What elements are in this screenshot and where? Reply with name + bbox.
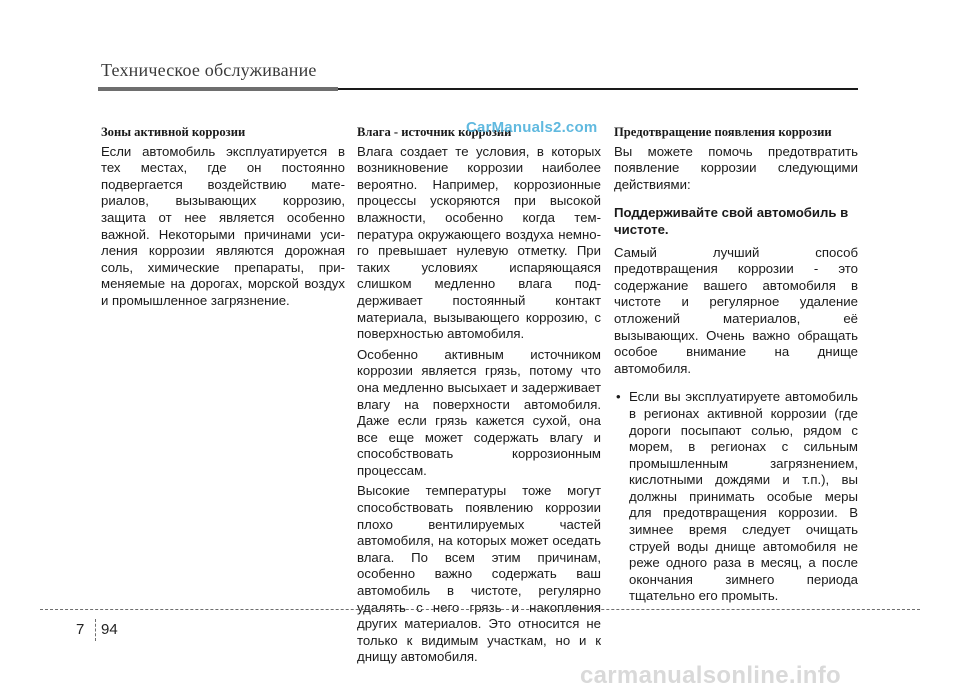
column-moisture: [357, 124, 601, 670]
paragraph: Высокие температуры тоже могут способствовать появлению коррозии плохо вентилируемых частей автомобиля, на которых может оседать влага. По всем этим причинам, особенно важно содержать ваш автомобиль в чистоте, регулярно удалять с него грязь и накопления других материалов. Это относится не только к видимым участкам, но и к днищу автомобиля.: [357, 483, 601, 665]
heading-moisture: Влага - источник коррозии: [357, 125, 512, 139]
paragraph: Влага создает те условия, в которых возникновение коррозии наиболее вероятно. Например, коррозионные процессы ускоряются при высокой влажности, особенно когда тем-пература окружающего воздуха немно-го превышает нулевую отметку. При таких условиях испаряющаяся слишком медленно влага под-держивает постоянный контакт материала, вызывающего коррозию, с поверхностью автомобиля.: [357, 143, 601, 342]
footer-rule: [40, 609, 920, 610]
paragraph: Если автомобиль эксплуатируется в тех местах, где он постоянно подвергается воздействию мате-риалов, вызывающих коррозию, защита от нее является особенно важной. Некоторыми причинами уси-ления коррозии являются дорожная соль, химические препараты, при-меняемые на дорогах, морской воздух и промышленное загрязнение.: [101, 143, 345, 308]
header-rule: [338, 88, 858, 90]
bullet-item: [614, 389, 858, 605]
bullet-text: Если вы эксплуатируете автомобиль в регионах активной коррозии (где дороги посыпают солью, рядом с морем, в регионах с сильным промышленным загрязнением, кислотными дождями и т.п.), вы должны принимать особые меры для предотвращения коррозии. В зимнее время следует очищать струей воды днище автомобиля не реже одного раза в месяц, а после окончания зимнего периода тщательно его промыть.: [629, 389, 858, 604]
watermark-carmanualsonline: carmanualsonline.info: [580, 662, 842, 689]
heading-corrosion-zones: Зоны активной коррозии: [101, 125, 246, 139]
paragraph: Самый лучший способ предотвращения коррозии - это содержание вашего автомобиля в чистоте и регулярное удаление отложений материалов, её вызывающих. Очень важно обращать особое внимание на днище автомобиля.: [614, 244, 858, 376]
paragraph: Вы можете помочь предотвратить появление коррозии следующими действиями:: [614, 143, 858, 192]
page-number: 94: [101, 621, 118, 638]
chapter-number: 7: [76, 621, 85, 638]
bullet-icon: •: [616, 389, 621, 405]
paragraph: Особенно активным источником коррозии является грязь, потому что она медленно высыхает и задерживает влагу на поверхности автомобиля. Даже если грязь кажется сухой, она все еще может содержать влагу и способствовать коррозионным процессам.: [357, 346, 601, 478]
watermark-carmanuals2: CarManuals2.com: [466, 119, 598, 136]
page-number-separator: [95, 619, 96, 641]
subheading-keep-clean: Поддерживайте свой автомобиль в чистоте.: [614, 205, 849, 237]
heading-prevention: Предотвращение появления коррозии: [614, 125, 832, 139]
section-title: Техническое обслуживание: [101, 60, 317, 80]
column-corrosion-zones: [101, 124, 345, 314]
column-prevention: [614, 124, 858, 605]
header-rule-accent: [98, 87, 338, 91]
